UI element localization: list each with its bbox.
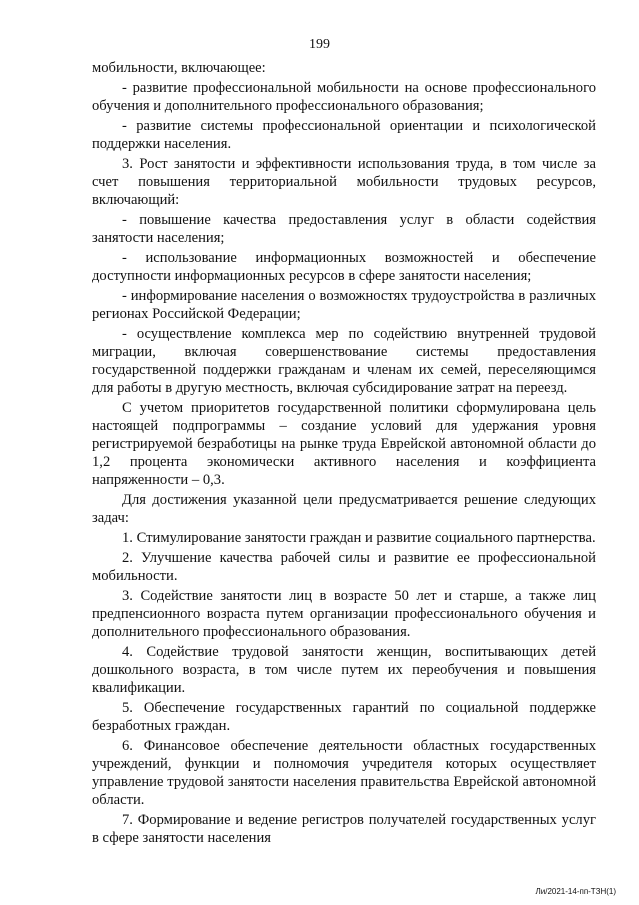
paragraph: - использование информационных возможностей и обеспечение доступности информационных ресурсов в сфере занятости населения; <box>92 250 596 284</box>
page-number: 199 <box>309 37 330 52</box>
paragraph: 1. Стимулирование занятости граждан и развитие социального партнерства. <box>122 530 596 546</box>
paragraph: - информирование населения о возможностях трудоустройства в различных регионах Российской Федерации; <box>92 288 596 322</box>
paragraph: - развитие системы профессиональной ориентации и психологической поддержки населения. <box>92 118 596 152</box>
paragraph: С учетом приоритетов государственной политики сформулирована цель настоящей подпрограммы – создание условий для удержания уровня регистрируемой безработицы на рынке труда Еврейской автономной области до 1,2 процента экономически активного населения и коэффициента напряженности – 0,3. <box>92 400 596 488</box>
document-body <box>92 59 596 849</box>
footer-document-code: Ли/2021-14-пп-ТЗН(1) <box>535 887 616 896</box>
paragraph: - осуществление комплекса мер по содействию внутренней трудовой миграции, включая совершенствование системы предоставления государственной поддержки гражданам и членам их семей, переселяющимся для работы в другую местность, включая субсидирование затрат на переезд. <box>92 326 596 396</box>
paragraph: Для достижения указанной цели предусматривается решение следующих задач: <box>92 492 596 526</box>
paragraph: 7. Формирование и ведение регистров получателей государственных услуг в сфере занятости населения <box>92 812 596 846</box>
paragraph: 3. Содействие занятости лиц в возрасте 50 лет и старше, а также лиц предпенсионного возраста путем организации профессионального обучения и дополнительного профессионального образования. <box>92 588 596 640</box>
paragraph: 5. Обеспечение государственных гарантий по социальной поддержке безработных граждан. <box>92 700 596 734</box>
paragraph: 2. Улучшение качества рабочей силы и развитие ее профессиональной мобильности. <box>92 550 596 584</box>
paragraph: 3. Рост занятости и эффективности использования труда, в том числе за счет повышения территориальной мобильности трудовых ресурсов, включающий: <box>92 156 596 208</box>
paragraph: 6. Финансовое обеспечение деятельности областных государственных учреждений, функции и полномочия учредителя которых осуществляет управление трудовой занятости населения правительства Еврейской автономной области. <box>92 738 596 808</box>
paragraph: мобильности, включающее: <box>92 60 266 76</box>
paragraph: - повышение качества предоставления услуг в области содействия занятости населения; <box>92 212 596 246</box>
paragraph: 4. Содействие трудовой занятости женщин, воспитывающих детей дошкольного возраста, в том числе путем их переобучения и повышения квалификации. <box>92 644 596 696</box>
paragraph: - развитие профессиональной мобильности на основе профессионального обучения и дополнительного профессионального образования; <box>92 80 596 114</box>
